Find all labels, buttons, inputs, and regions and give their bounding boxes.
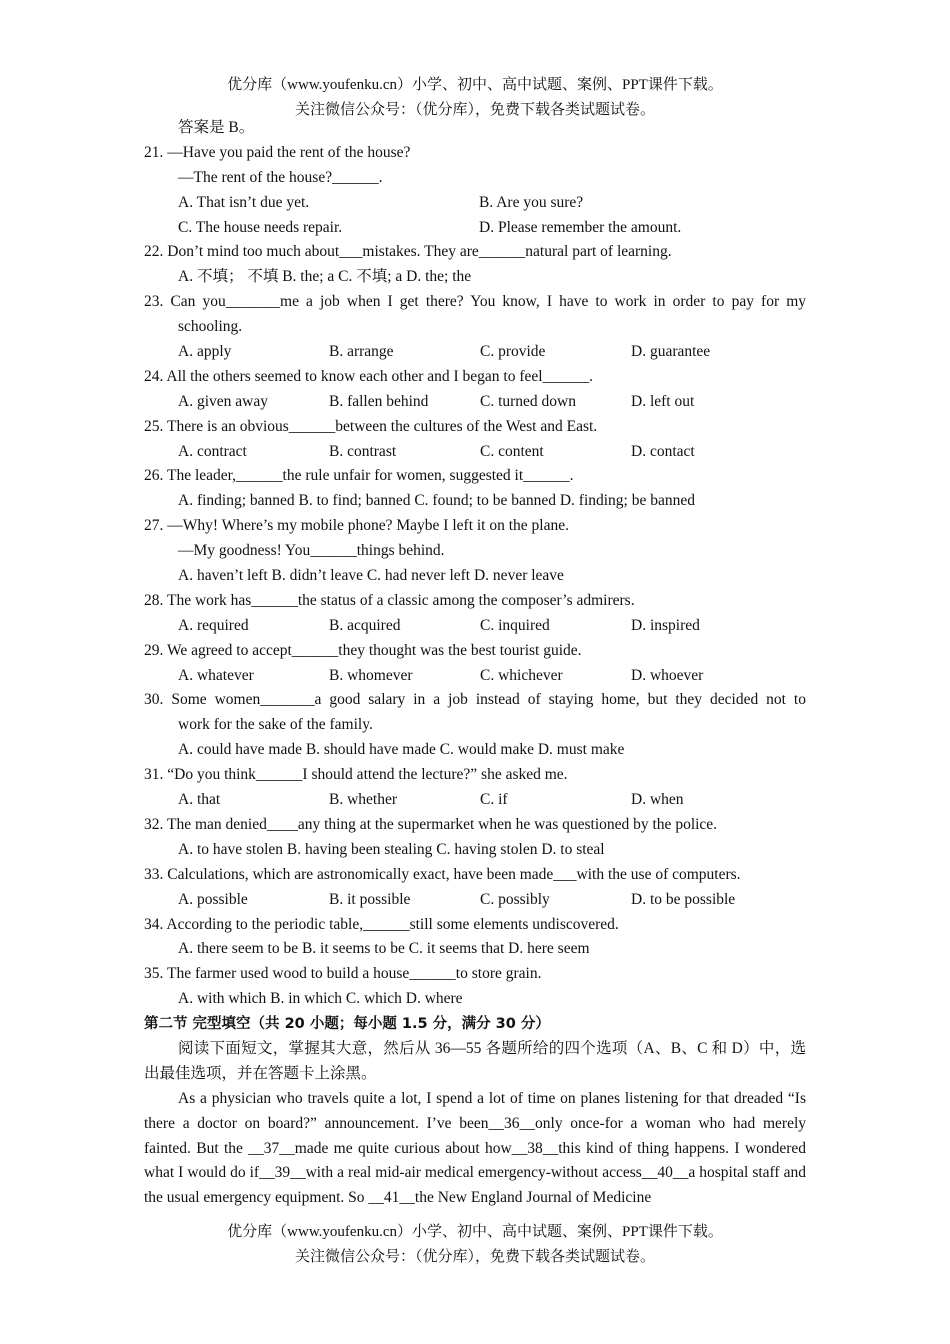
q21-option-a: A. That isn’t due yet. [178, 193, 310, 211]
q21-stem-1: 21. —Have you paid the rent of the house? [144, 143, 411, 161]
q24-option-b: B. fallen behind [329, 392, 429, 410]
footer-line-2: 关注微信公众号：（优分库），免费下载各类试题试卷。 [294, 1249, 655, 1265]
q23-option-d: D. guarantee [631, 343, 711, 361]
q25-option-d: D. contact [631, 442, 695, 460]
q33-stem: 33. Calculations, which are astronomically exact, have been made___with the use of computers. [144, 865, 741, 883]
q32-options: A. to have stolen B. having been stealing C. having stolen D. to steal [178, 840, 605, 858]
q31-stem: 31. “Do you think______I should attend the lecture?” she asked me. [144, 766, 568, 784]
q31-options [144, 788, 806, 813]
q26-stem: 26. The leader,______the rule unfair for women, suggested it______. [144, 467, 574, 485]
q24-option-d: D. left out [631, 392, 695, 410]
q28-option-a: A. required [178, 616, 249, 634]
q28-options [144, 614, 806, 639]
q29-option-b: B. whomever [329, 666, 413, 684]
q31-option-c: C. if [480, 791, 508, 809]
q29-options [144, 664, 806, 689]
q28-option-b: B. acquired [329, 616, 401, 634]
q29-option-c: C. whichever [480, 666, 563, 684]
q24-options [144, 390, 806, 415]
q34-options: A. there seem to be B. it seems to be C. it seems that D. here seem [178, 940, 590, 958]
q22-stem: 22. Don’t mind too much about___mistakes. They are______natural part of learning. [144, 243, 672, 261]
q35-options: A. with which B. in which C. which D. where [178, 990, 463, 1008]
header-line-1: 优分库（www.youfenku.cn）小学、初中、高中试题、案例、PPT课件下载。 [227, 77, 723, 93]
q28-option-c: C. inquired [480, 616, 550, 634]
q30-options: A. could have made B. should have made C. would make D. must make [178, 741, 625, 759]
q24-option-a: A. given away [178, 392, 268, 410]
q30-stem-2: work for the sake of the family. [178, 716, 373, 734]
q27-stem-2: —My goodness! You______things behind. [178, 542, 445, 560]
q31-option-d: D. when [631, 791, 684, 809]
q21-stem-2: —The rent of the house?______. [178, 168, 383, 186]
q33-option-b: B. it possible [329, 890, 411, 908]
section-2-instruction [144, 1037, 806, 1087]
q33-option-a: A. possible [178, 890, 248, 908]
q21-option-d: D. Please remember the amount. [479, 218, 682, 236]
passage-text: As a physician who travels quite a lot, I spend a lot of time on planes listening for that dreaded “Is there a doctor on board?” announcement. I’ve been__36__only once-for a woman who had merely fainted. But the __37__made me quite curious about how__38__this kind of thing happens. I wondered what I would do if__39__with a real mid-air medical emergency-without access__40__a hospital staff and the usual emergency equipment. So __41__the New England Journal of Medicine [144, 1089, 806, 1207]
q24-option-c: C. turned down [480, 392, 577, 410]
footer-line-1: 优分库（www.youfenku.cn）小学、初中、高中试题、案例、PPT课件下载。 [227, 1224, 723, 1240]
q31-option-a: A. that [178, 791, 221, 809]
q33-option-c: C. possibly [480, 890, 550, 908]
q35-stem: 35. The farmer used wood to build a house______to store grain. [144, 965, 542, 983]
exam-content [144, 116, 806, 1211]
q21-options-ab [144, 191, 806, 216]
q24-stem: 24. All the others seemed to know each other and I began to feel______. [144, 367, 593, 385]
q33-option-d: D. to be possible [631, 890, 736, 908]
q30-stem-1: 30. Some women_______a good salary in a job instead of staying home, but they decided not to [144, 691, 806, 709]
q25-options [144, 440, 806, 465]
header-line-2: 关注微信公众号：（优分库），免费下载各类试题试卷。 [294, 102, 655, 118]
q33-options [144, 888, 806, 913]
q23-stem-2: schooling. [178, 318, 243, 336]
q23-options [144, 340, 806, 365]
q22-options: A. 不填； 不填 B. the; a C. 不填; a D. the; the [178, 268, 472, 286]
q23-option-b: B. arrange [329, 343, 394, 361]
q32-stem: 32. The man denied____any thing at the supermarket when he was questioned by the police. [144, 815, 718, 833]
cloze-passage [144, 1087, 806, 1212]
previous-answer: 答案是 B。 [178, 119, 255, 136]
q23-option-a: A. apply [178, 343, 232, 361]
q21-options-cd [144, 216, 806, 241]
q29-option-a: A. whatever [178, 666, 254, 684]
q27-options: A. haven’t left B. didn’t leave C. had never left D. never leave [178, 567, 564, 585]
q25-option-a: A. contract [178, 442, 247, 460]
instruction-text: 阅读下面短文，掌握其大意，然后从 36—55 各题所给的四个选项（A、B、C 和 D）中，选出最佳选项，并在答题卡上涂黑。 [144, 1039, 806, 1082]
q29-stem: 29. We agreed to accept______they thought was the best tourist guide. [144, 641, 582, 659]
q29-option-d: D. whoever [631, 666, 704, 684]
q25-option-c: C. content [480, 442, 544, 460]
q25-option-b: B. contrast [329, 442, 397, 460]
q28-stem: 28. The work has______the status of a classic among the composer’s admirers. [144, 591, 635, 609]
q27-stem-1: 27. —Why! Where’s my mobile phone? Maybe I left it on the plane. [144, 517, 569, 535]
q21-option-b: B. Are you sure? [479, 193, 584, 211]
q31-option-b: B. whether [329, 791, 398, 809]
q25-stem: 25. There is an obvious______between the cultures of the West and East. [144, 417, 598, 435]
q23-option-c: C. provide [480, 343, 546, 361]
q21-option-c: C. The house needs repair. [178, 218, 343, 236]
q34-stem: 34. According to the periodic table,______still some elements undiscovered. [144, 915, 619, 933]
q28-option-d: D. inspired [631, 616, 700, 634]
section-2-title: 第二节 完型填空（共 20 小题；每小题 1.5 分，满分 30 分） [144, 1016, 550, 1033]
q23-stem-1: 23. Can you_______me a job when I get there? You know, I have to work in order to pay for my [144, 293, 806, 311]
q26-options: A. finding; banned B. to find; banned C. found; to be banned D. finding; be banned [178, 492, 696, 510]
